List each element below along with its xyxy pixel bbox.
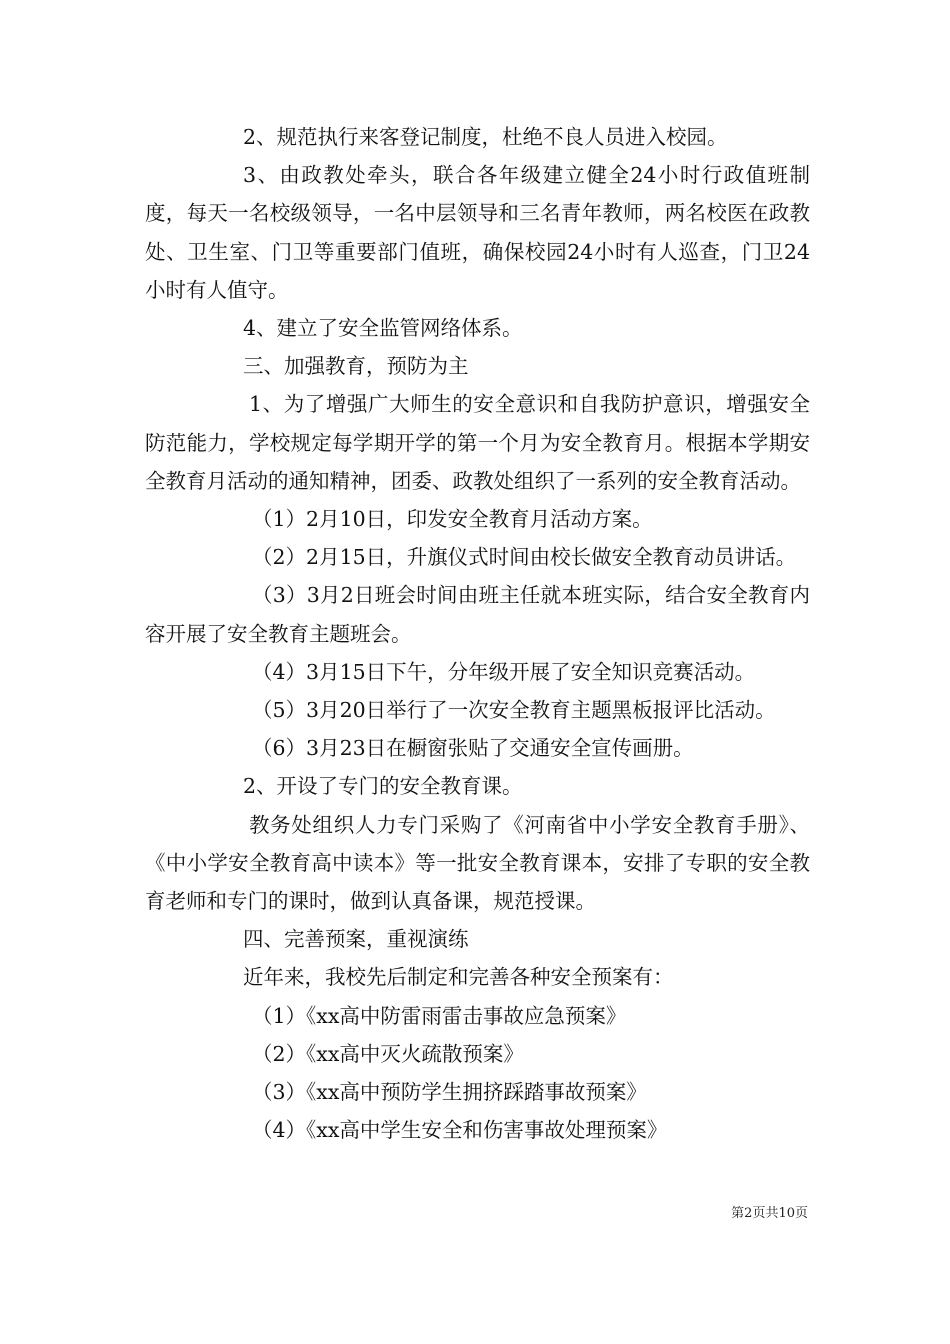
list-item-activity-1: （1）2月10日，印发安全教育月活动方案。 (252, 507, 653, 532)
page-number-footer: 第2页共10页 (731, 1206, 808, 1221)
list-item-activity-3: （3）3月2日班会时间由班主任就本班实际，结合安全教育内容开展了安全教育主题班会。 (145, 583, 810, 646)
paragraph-safety-course: 2、开设了专门的安全教育课。 (243, 774, 523, 799)
paragraph-duty-system: 3、由政教处牵头，联合各年级建立健全24小时行政值班制度，每天一名校级领导，一名中层领导和三名青年教师，两名校医在政教处、卫生室、门卫等重要部门值班，确保校园24小时有人巡查，门卫24小时有人值守。 (145, 163, 810, 302)
list-item-activity-5: （5）3月20日举行了一次安全教育主题黑板报评比活动。 (252, 698, 776, 723)
paragraph-plans-intro: 近年来，我校先后制定和完善各种安全预案有： (243, 965, 674, 990)
section-heading-plans: 四、完善预案，重视演练 (243, 927, 469, 952)
paragraph-visitor-registration: 2、规范执行来客登记制度，杜绝不良人员进入校园。 (243, 125, 728, 149)
list-item-plan-3: （3）《xx高中预防学生拥挤踩踏事故预案》 (252, 1080, 647, 1105)
body-text (145, 118, 810, 1149)
list-item-activity-4: （4）3月15日下午，分年级开展了安全知识竞赛活动。 (252, 659, 756, 684)
list-item-activity-2: （2）2月15日，升旗仪式时间由校长做安全教育动员讲话。 (252, 545, 797, 570)
paragraph-textbooks: 教务处组织人力专门采购了《河南省中小学安全教育手册》、《中小学安全教育高中读本》等一批安全教育课本，安排了专职的安全教育老师和专门的课时，做到认真备课，规范授课。 (145, 812, 810, 914)
paragraph-supervision-network: 4、建立了安全监管网络体系。 (243, 316, 523, 341)
list-item-plan-4: （4）《xx高中学生安全和伤害事故处理预案》 (252, 1118, 668, 1143)
paragraph-safety-month: 1、为了增强广大师生的安全意识和自我防护意识，增强安全防范能力，学校规定每学期开学的第一个月为安全教育月。根据本学期安全教育月活动的通知精神，团委、政教处组织了一系列的安全教育活动。 (145, 392, 810, 493)
list-item-plan-2: （2）《xx高中灭火疏散预案》 (252, 1041, 524, 1066)
list-item-activity-6: （6）3月23日在橱窗张贴了交通安全宣传画册。 (252, 736, 694, 761)
section-heading-education: 三、加强教育，预防为主 (243, 354, 469, 379)
list-item-plan-1: （1）《xx高中防雷雨雷击事故应急预案》 (252, 1003, 627, 1028)
